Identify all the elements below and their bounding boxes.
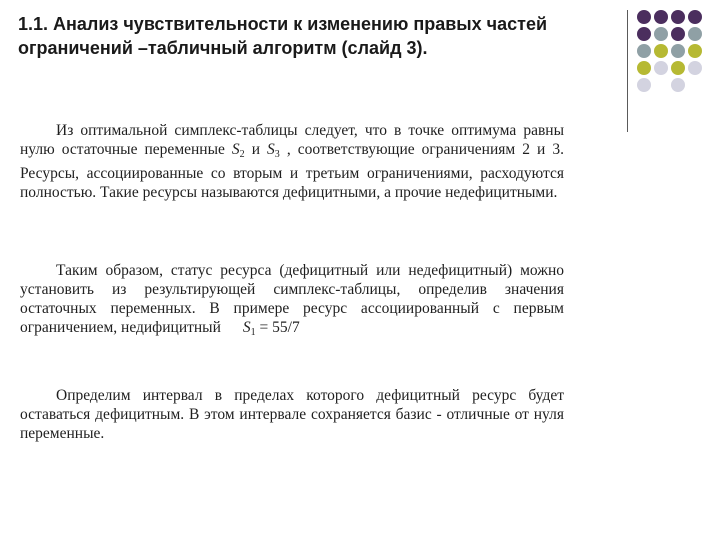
decorative-dot [637,44,651,58]
decorative-dot [688,44,702,58]
p1-text-b: , соответствующие ограничениям 2 и 3. Ресурсы, ассоциированные со вторым и третьим ограничениями, расходуются полностью. Такие ресурсы называются дефицитными, а прочие недефицитными. [20,141,564,201]
paragraph-resource-status [20,261,564,342]
decorative-dot [671,27,685,41]
var-s3: $S_3$ [267,141,280,160]
decorative-dot [671,10,685,24]
decorative-dot [637,27,651,41]
title-divider [627,10,628,132]
decorative-dot [671,44,685,58]
decorative-dot [688,27,702,41]
decorative-dot [654,61,668,75]
formula-s1: $S_1 = 55/7$ [242,319,300,338]
decorative-dot [654,44,668,58]
decorative-dot [688,61,702,75]
decorative-dot-grid [637,10,702,92]
decorative-dot [688,10,702,24]
p2-text: Таким образом, статус ресурса (дефицитный или недефицитный) можно установить из результирующей симплекс-таблицы, определив значения остаточных переменных. В примере ресурс ассоциированный с первым ограничением, недифицитный [20,262,564,336]
decorative-dot [671,78,685,92]
paragraph-optimal-table [20,121,564,202]
decorative-dot [654,10,668,24]
decorative-dot [637,78,651,92]
p1-conj: и [244,141,268,158]
var-s2: $S_2$ [231,141,245,160]
p1-text-a: Из оптимальной симплекс-таблицы следует, что в точке оптимума равны нулю остаточные переменные [20,122,564,158]
decorative-dot [654,78,668,92]
decorative-dot [637,61,651,75]
decorative-dot [671,61,685,75]
decorative-dot [654,27,668,41]
slide-title: 1.1. Анализ чувствительности к изменению правых частей ограничений –табличный алгоритм (слайд 3). [18,14,548,58]
decorative-dot [688,78,702,92]
decorative-dot [637,10,651,24]
paragraph-interval: Определим интервал в пределах которого дефицитный ресурс будет оставаться дефицитным. В этом интервале сохраняется базис - отличные от нуля переменные. [20,387,564,442]
